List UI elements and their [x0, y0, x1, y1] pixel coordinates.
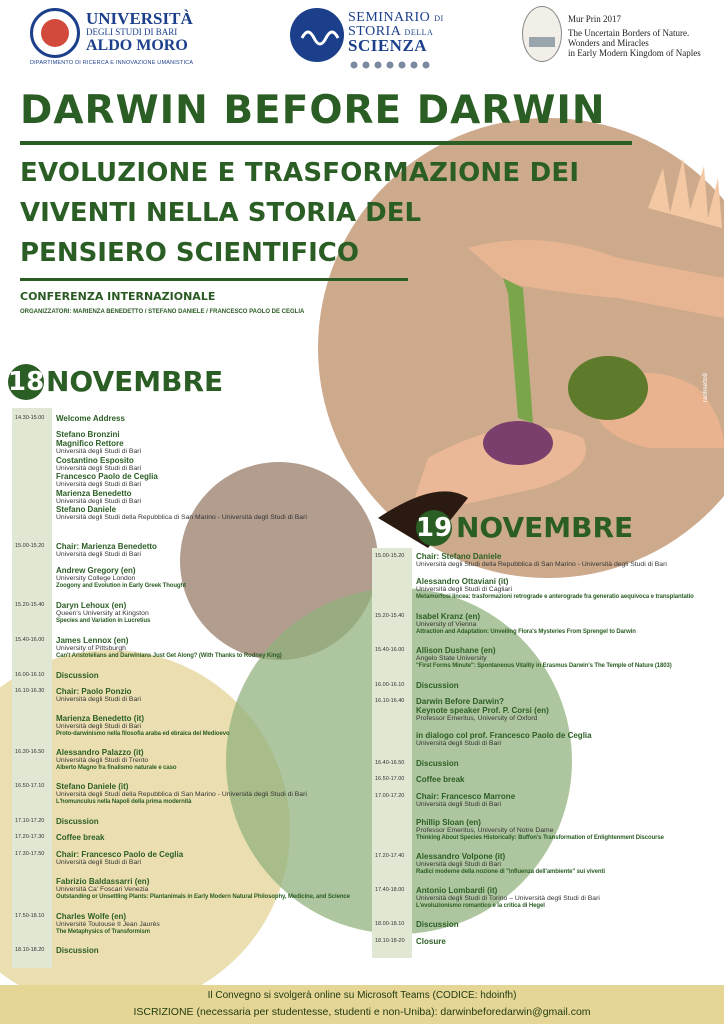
day1-session-2 [56, 542, 157, 559]
session-heading: Keynote speaker Prof. P. Corsi (en) [416, 706, 549, 715]
session-heading: Discussion [56, 946, 99, 955]
day1-session-12 [56, 833, 104, 842]
organizers: ORGANIZZATORI: MARIENZA BENEDETTO / STEFANO DANIELE / FRANCESCO PAOLO DE CEGLIA [20, 309, 305, 315]
day2-session-11 [416, 886, 600, 910]
prin-line3: Wonders and Miracles [568, 38, 649, 48]
day1-time-11: 17.10-17.20 [15, 818, 45, 824]
day1-time-15: 17.50-18.10 [15, 913, 45, 919]
day1-time-7: 16.10-16.30 [15, 688, 45, 694]
day2-time-11: 17.40-18.00 [375, 887, 405, 893]
talk-title: "First Forms Minute": Spontaneous Vitality in Erasmus Darwin's The Temple of Nature (1803) [416, 662, 672, 669]
session-heading: in dialogo col prof. Francesco Paolo de Ceglia [416, 730, 592, 740]
session-heading: Antonio Lombardi (it) [416, 886, 498, 895]
conference-label: CONFERENZA INTERNAZIONALE [20, 290, 216, 303]
day2-time-3: 15.40-16.00 [375, 647, 405, 653]
day1-time-0: 14.30-15.00 [15, 415, 45, 421]
subtitle-rule [20, 278, 408, 281]
day2-time-column [372, 548, 412, 958]
affiliation: Università degli Studi di Bari [56, 551, 142, 558]
uniba-seal-icon [30, 8, 80, 58]
day1-time-5: 15.40-16.00 [15, 637, 45, 643]
session-heading: Chair: Francesco Paolo de Ceglia [56, 850, 184, 859]
title-rule [20, 141, 632, 145]
affiliation: Università degli Studi di Trento [56, 757, 149, 764]
day2-session-7 [416, 775, 464, 784]
day2-time-7: 16.50-17.00 [375, 776, 405, 782]
day2-session-1 [416, 577, 694, 601]
day2-session-5 [416, 697, 592, 747]
prin-line2: The Uncertain Borders of Nature. [568, 28, 690, 38]
session-heading: Isabel Kranz (en) [416, 612, 481, 621]
affiliation: Università degli Studi di Bari [56, 464, 142, 472]
day1-time-4: 15.20-15.40 [15, 602, 45, 608]
day1-session-14 [56, 877, 350, 901]
day2-time-5: 16.10-16.40 [375, 698, 405, 704]
photo-credit: ranfreetto9 [703, 372, 709, 402]
day1-session-13 [56, 850, 183, 867]
session-heading: Alessandro Palazzo (it) [56, 748, 144, 757]
day2-time-12: 18.00-18.10 [375, 921, 405, 927]
day2-time-6: 16.40-16.50 [375, 760, 405, 766]
day1-session-16 [56, 946, 99, 955]
affiliation: Université Toulouse II Jean Jaurès [56, 921, 160, 928]
subtitle-line1: EVOLUZIONE E TRASFORMAZIONE DEI [20, 158, 580, 188]
main-title: DARWIN BEFORE DARWIN [20, 88, 606, 133]
session-heading: Costantino Esposito [56, 455, 134, 465]
talk-title: L'homunculus nella Napoli della prima modernità [56, 798, 192, 805]
affiliation: Università degli Studi di Bari [416, 801, 502, 808]
uniba-dept: DIPARTIMENTO DI RICERCA E INNOVAZIONE UMANISTICA [30, 60, 194, 66]
affiliation: Università degli Studi di Bari [56, 448, 142, 455]
talk-title: The Metaphysics of Transformism [56, 928, 150, 935]
session-heading: Chair: Stefano Daniele [416, 552, 502, 561]
day2-session-8 [416, 792, 515, 809]
affiliation: Università degli Studi della Repubblica di San Marino - Università degli Studi di Bari [56, 791, 307, 798]
day2-session-10 [416, 852, 605, 876]
day2-number-badge: 19 [416, 510, 452, 546]
day2-session-12 [416, 920, 459, 929]
affiliation: Università degli Studi di Bari [56, 696, 142, 703]
day1-session-5 [56, 636, 282, 660]
day1-time-13: 17.30-17.50 [15, 851, 45, 857]
session-heading: Welcome Address [56, 414, 125, 423]
affiliation: Università degli Studi di Bari [56, 497, 142, 505]
day1-time-12: 17.20-17.30 [15, 834, 45, 840]
affiliation: Università degli Studi di Bari [416, 861, 502, 868]
day1-time-9: 16.30-16.50 [15, 749, 45, 755]
talk-title: Can't Aristotelians and Darwinians Just Get Along? (With Thanks to Rodney King) [56, 652, 282, 659]
prin-egg-logo-icon [522, 6, 562, 62]
session-heading: Alessandro Volpone (it) [416, 852, 506, 861]
talk-title: Attraction and Adaptation: Unveiling Flora's Mysteries From Sprengel to Darwin [416, 628, 636, 635]
hand-top [468, 240, 724, 318]
affiliation: University of Vienna [416, 621, 477, 628]
affiliation: University of Pittsburgh [56, 645, 126, 652]
talk-title: Outstanding or Unsettling Plants: Plantanimals in Early Modern Natural Philosophy, Medicine, and Science [56, 893, 350, 900]
sem-line3: SCIENZA [348, 36, 428, 55]
uniba-line2: DEGLI STUDI DI BARI [86, 27, 178, 37]
day1-session-9 [56, 748, 176, 772]
day1-session-3 [56, 566, 186, 590]
prin-line1: Mur Prin 2017 [568, 14, 622, 24]
purple-stone [483, 421, 553, 465]
green-stone [568, 356, 648, 420]
affiliation: Università degli Studi della Repubblica di San Marino - Università degli Studi di Bari [56, 514, 307, 521]
talk-title: Metamorfosi lincea: trasformazioni retrograde e anterograde fra generatio aequivoca e transplantatio [416, 593, 694, 600]
session-heading: Francesco Paolo de Ceglia [56, 472, 158, 481]
session-heading: Discussion [416, 920, 459, 929]
uniba-line3: ALDO MORO [86, 37, 188, 54]
day2-session-9 [416, 818, 664, 842]
session-heading: Closure [416, 937, 446, 946]
affiliation: Università degli Studi della Repubblica di San Marino - Università degli Studi di Bari [416, 561, 667, 568]
day1-session-1 [56, 430, 307, 522]
affiliation: Professor Emeritus, University of Oxford [416, 715, 538, 722]
session-heading: Daryn Lehoux (en) [56, 601, 127, 610]
day2-time-2: 15.20-15.40 [375, 613, 405, 619]
session-heading: Allison Dushane (en) [416, 646, 496, 655]
talk-title: L'evoluzionismo romantico e la critica di Hegel [416, 902, 545, 909]
day2-time-13: 18.10-18-20 [375, 938, 405, 944]
affiliation: Università degli Studi di Torino – Università degli Studi di Bari [416, 895, 600, 902]
sem-line2: STORIA [348, 24, 401, 39]
session-heading: James Lennox (en) [56, 636, 129, 645]
day1-session-7 [56, 687, 141, 704]
day2-session-2 [416, 612, 636, 636]
day2-session-4 [416, 681, 459, 690]
talk-title: Radici moderne della nozione di "influenza dell'ambiente" sui viventi [416, 868, 605, 875]
sem-della: DELLA [404, 28, 434, 37]
affiliation: Università degli Studi di Bari [416, 739, 502, 747]
day2-time-4: 16.00-16.10 [375, 682, 405, 688]
session-heading: Discussion [56, 671, 99, 680]
session-heading: Stefano Bronzini [56, 430, 120, 439]
sem-di: DI [434, 14, 444, 23]
subtitle-line3: PENSIERO SCIENTIFICO [20, 238, 359, 268]
affiliation: Università degli Studi di Cagliari [416, 586, 512, 593]
talk-title: Alberto Magno fra finalismo naturale e caso [56, 764, 177, 771]
session-heading: Magnifico Rettore [56, 439, 124, 448]
day2-session-13 [416, 937, 446, 946]
day1-month: NOVEMBRE [46, 365, 224, 398]
prin-line4: in Early Modern Kingdom of Naples [568, 48, 701, 58]
paper-crowns [648, 158, 722, 228]
day2-month: NOVEMBRE [456, 511, 634, 544]
partner-logos-icon [350, 56, 440, 64]
uniba-line1: UNIVERSITÀ [86, 9, 193, 28]
session-heading: Charles Wolfe (en) [56, 912, 127, 921]
affiliation: Professor Emeritus, University of Notre Dame [416, 827, 554, 834]
day1-time-2: 15.00-15.20 [15, 543, 45, 549]
session-heading: Chair: Francesco Marrone [416, 792, 516, 801]
talk-title: Thinking About Species Historically: Buffon's Transformation of Enlightenment Discourse [416, 834, 664, 841]
talk-title: Proto-darwinismo nella filosofia araba ed ebraica del Medioevo [56, 730, 230, 737]
day1-session-10 [56, 782, 307, 806]
affiliation: University College London [56, 575, 136, 582]
footer-line1: Il Convegno si svolgerà online su Microsoft Teams (CODICE: hdoinfh) [207, 990, 517, 1001]
session-heading: Coffee break [56, 833, 105, 842]
affiliation: Università degli Studi di Bari [56, 859, 142, 866]
day2-session-0 [416, 552, 667, 569]
day2-time-10: 17.20-17.40 [375, 853, 405, 859]
session-heading: Stefano Daniele [56, 505, 117, 514]
day1-session-8 [56, 714, 230, 738]
seminario-logo-icon [290, 8, 344, 62]
talk-title: Zoogony and Evolution in Early Greek Thought [56, 582, 186, 589]
session-heading: Stefano Daniele (it) [56, 782, 129, 791]
day1-session-6 [56, 671, 99, 680]
session-heading: Coffee break [416, 775, 465, 784]
day2-session-6 [416, 759, 459, 768]
session-heading: Andrew Gregory (en) [56, 566, 136, 575]
talk-title: Species and Variation in Lucretius [56, 617, 151, 624]
day2-time-0: 15.00-15.20 [375, 553, 405, 559]
day1-session-15 [56, 912, 160, 936]
day1-number-badge: 18 [8, 364, 44, 400]
day1-time-16: 18.10-18.20 [15, 947, 45, 953]
affiliation: Università Ca' Foscari Venezia [56, 886, 149, 893]
day1-session-4 [56, 601, 150, 625]
session-heading: Chair: Paolo Ponzio [56, 687, 132, 696]
subtitle-line2: VIVENTI NELLA STORIA DEL [20, 198, 422, 228]
session-heading: Discussion [416, 681, 459, 690]
day1-time-6: 16.00-16.10 [15, 672, 45, 678]
session-heading: Marienza Benedetto (it) [56, 714, 145, 723]
session-heading: Darwin Before Darwin? [416, 697, 505, 706]
session-heading: Phillip Sloan (en) [416, 818, 481, 827]
affiliation: Queen's University at Kingston [56, 610, 149, 617]
sem-line1: SEMINARIO [348, 10, 431, 25]
day2-session-3 [416, 646, 672, 670]
day1-session-0 [56, 414, 125, 423]
session-heading: Alessandro Ottaviani (it) [416, 577, 509, 586]
session-heading: Discussion [56, 817, 99, 826]
footer-line2: ISCRIZIONE (necessaria per studentesse, studenti e non-Uniba): darwinbeforedarwin@gmail.com [133, 1006, 591, 1018]
affiliation: Angelo State University [416, 655, 487, 662]
day1-session-11 [56, 817, 99, 826]
day2-time-8: 17.00-17.20 [375, 793, 405, 799]
session-heading: Chair: Marienza Benedetto [56, 542, 157, 551]
day1-time-10: 16.50-17.10 [15, 783, 45, 789]
affiliation: Università degli Studi di Bari [56, 481, 142, 488]
mantis [503, 278, 533, 423]
session-heading: Discussion [416, 759, 459, 768]
affiliation: Università degli Studi di Bari [56, 723, 142, 730]
session-heading: Marienza Benedetto [56, 488, 132, 498]
session-heading: Fabrizio Baldassarri (en) [56, 877, 150, 886]
